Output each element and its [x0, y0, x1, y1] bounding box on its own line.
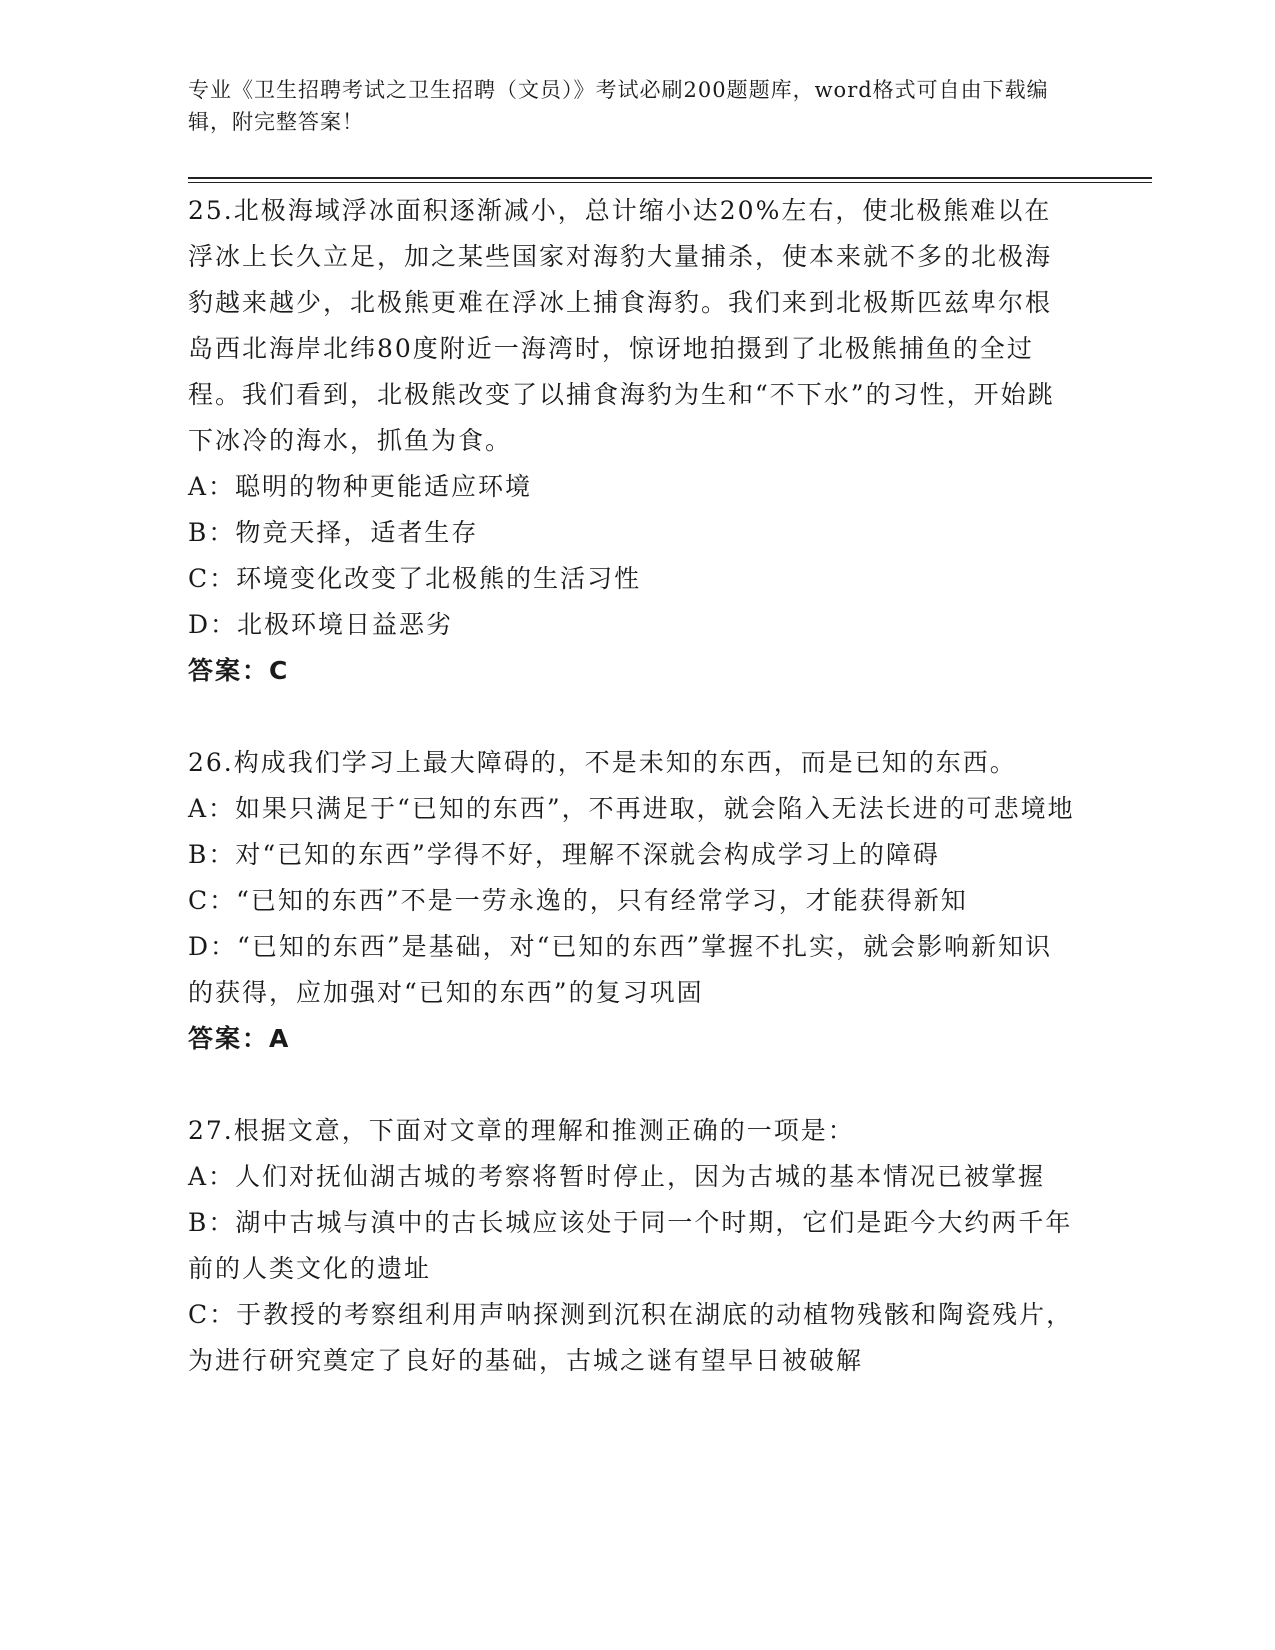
question-list [188, 188, 1078, 1430]
option-a: A：如果只满足于“已知的东西”，不再进取，就会陷入无法长进的可悲境地 [188, 794, 1075, 823]
question-26 [188, 740, 1078, 1062]
option-c: C：“已知的东西”不是一劳永逸的，只有经常学习，才能获得新知 [188, 886, 968, 915]
option-c: C：于教授的考察组利用声呐探测到沉积在湖底的动植物残骸和陶瓷残片，为进行研究奠定了良好的基础，古城之谜有望早日被破解 [188, 1300, 1074, 1375]
answer: 答案：A [188, 1024, 291, 1053]
question-stem: 27.根据文意，下面对文章的理解和推测正确的一项是： [188, 1116, 855, 1145]
question-25 [188, 188, 1078, 694]
option-b: B：湖中古城与滇中的古长城应该处于同一个时期，它们是距今大约两千年前的人类文化的遗址 [188, 1208, 1073, 1283]
document-header: 专业《卫生招聘考试之卫生招聘（文员）》考试必刷200题题库，word格式可自由下载编辑，附完整答案！ [188, 78, 1049, 134]
header-divider-thin [188, 182, 1152, 183]
option-a: A：人们对抚仙湖古城的考察将暂时停止，因为古城的基本情况已被掌握 [188, 1162, 1046, 1191]
option-c: C：环境变化改变了北极熊的生活习性 [188, 564, 642, 593]
option-d: D：“已知的东西”是基础，对“已知的东西”掌握不扎实，就会影响新知识的获得，应加强对“已知的东西”的复习巩固 [188, 932, 1053, 1007]
option-d: D：北极环境日益恶劣 [188, 610, 454, 639]
option-a: A：聪明的物种更能适应环境 [188, 472, 533, 501]
question-27 [188, 1108, 1078, 1384]
header-divider-thick [188, 177, 1152, 179]
answer: 答案：C [188, 656, 290, 685]
question-stem: 26.构成我们学习上最大障碍的，不是未知的东西，而是已知的东西。 [188, 748, 1017, 777]
option-b: B：物竞天择，适者生存 [188, 518, 479, 547]
question-stem: 25.北极海域浮冰面积逐渐减小，总计缩小达20%左右，使北极熊难以在浮冰上长久立足，加之某些国家对海豹大量捕杀，使本来就不多的北极海豹越来越少，北极熊更难在浮冰上捕食海豹。我们来到北极斯匹兹卑尔根岛西北海岸北纬80度附近一海湾时，惊讶地拍摄到了北极熊捕鱼的全过程。我们看到，北极熊改变了以捕食海豹为生和“不下水”的习性，开始跳下冰冷的海水，抓鱼为食。 [188, 196, 1055, 455]
option-b: B：对“已知的东西”学得不好，理解不深就会构成学习上的障碍 [188, 840, 940, 869]
